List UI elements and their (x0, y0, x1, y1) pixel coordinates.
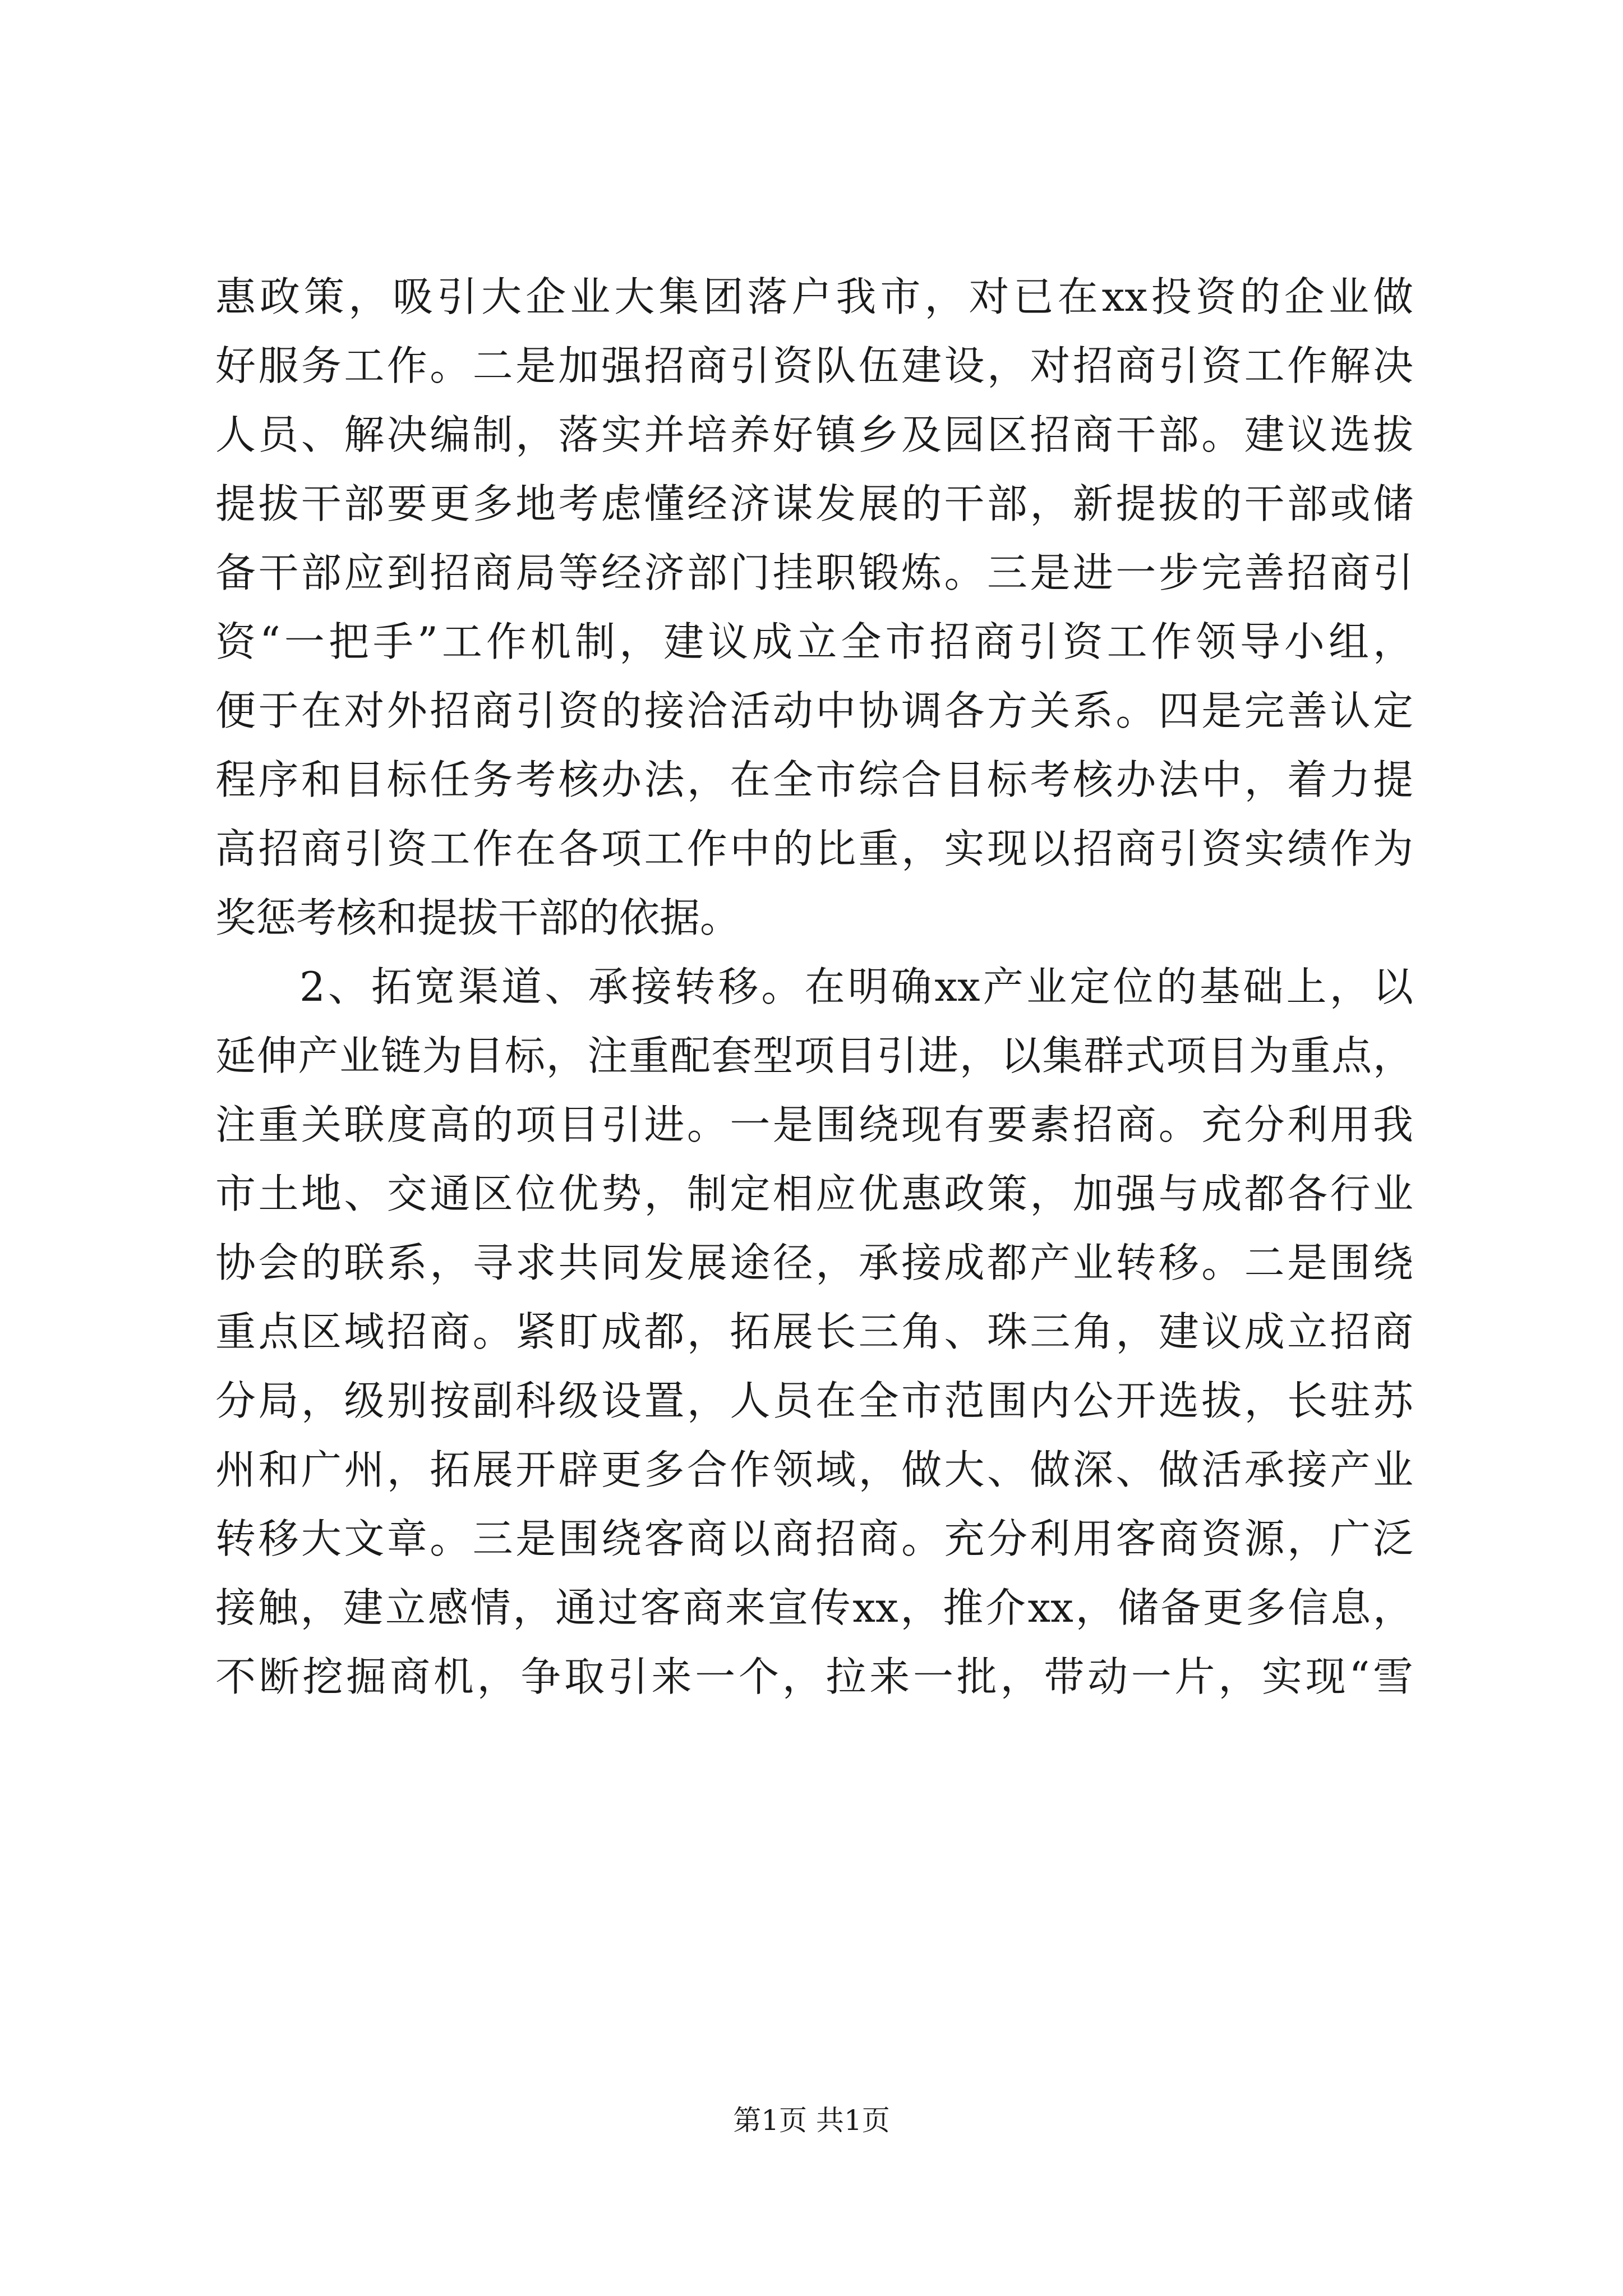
paragraph-1-line-9: 高招商引资工作在各项工作中的比重，实现以招商引资实绩作为 (215, 825, 1413, 872)
paragraph-2-line-11: 不断挖掘商机，争取引来一个，拉来一批，带动一片，实现“雪 (215, 1653, 1413, 1700)
paragraph-1-line-5: 备干部应到招商局等经济部门挂职锻炼。三是进一步完善招商引 (215, 549, 1413, 596)
paragraph-1-line-6: 资“一把手”工作机制，建议成立全市招商引资工作领导小组， (215, 618, 1413, 665)
paragraph-1-line-4: 提拔干部要更多地考虑懂经济谋发展的干部，新提拔的干部或储 (215, 480, 1413, 527)
document-body (215, 263, 1413, 1711)
paragraph-1-line-8: 程序和目标任务考核办法，在全市综合目标考核办法中，着力提 (215, 756, 1413, 803)
paragraph-2-line-4: 市土地、交通区位优势，制定相应优惠政策，加强与成都各行业 (215, 1170, 1413, 1217)
paragraph-2-line-5: 协会的联系，寻求共同发展途径，承接成都产业转移。二是围绕 (215, 1239, 1413, 1286)
paragraph-2-line-1: 2、拓宽渠道、承接转移。在明确xx产业定位的基础上，以 (299, 963, 1413, 1010)
paragraph-2-line-3: 注重关联度高的项目引进。一是围绕现有要素招商。充分利用我 (215, 1101, 1413, 1148)
paragraph-1-line-10: 奖惩考核和提拔干部的依据。 (215, 894, 741, 941)
paragraph-1-line-2: 好服务工作。二是加强招商引资队伍建设，对招商引资工作解决 (215, 342, 1413, 389)
paragraph-2-line-9: 转移大文章。三是围绕客商以商招商。充分利用客商资源，广泛 (215, 1515, 1413, 1562)
paragraph-1-line-1: 惠政策，吸引大企业大集团落户我市，对已在xx投资的企业做 (215, 273, 1413, 320)
page-footer (0, 2101, 1623, 2140)
paragraph-2-line-7: 分局，级别按副科级设置，人员在全市范围内公开选拔，长驻苏 (215, 1377, 1413, 1424)
page-number-label: 第1页 共1页 (733, 2104, 890, 2137)
paragraph-2-line-8: 州和广州，拓展开辟更多合作领域，做大、做深、做活承接产业 (215, 1446, 1413, 1493)
paragraph-1-line-7: 便于在对外招商引资的接洽活动中协调各方关系。四是完善认定 (215, 687, 1413, 734)
paragraph-1-line-3: 人员、解决编制，落实并培养好镇乡及园区招商干部。建议选拔 (215, 411, 1413, 458)
paragraph-2-line-10: 接触，建立感情，通过客商来宣传xx，推介xx，储备更多信息， (215, 1584, 1413, 1631)
paragraph-2-line-2: 延伸产业链为目标，注重配套型项目引进，以集群式项目为重点， (215, 1032, 1413, 1079)
paragraph-2-line-6: 重点区域招商。紧盯成都，拓展长三角、珠三角，建议成立招商 (215, 1308, 1413, 1355)
